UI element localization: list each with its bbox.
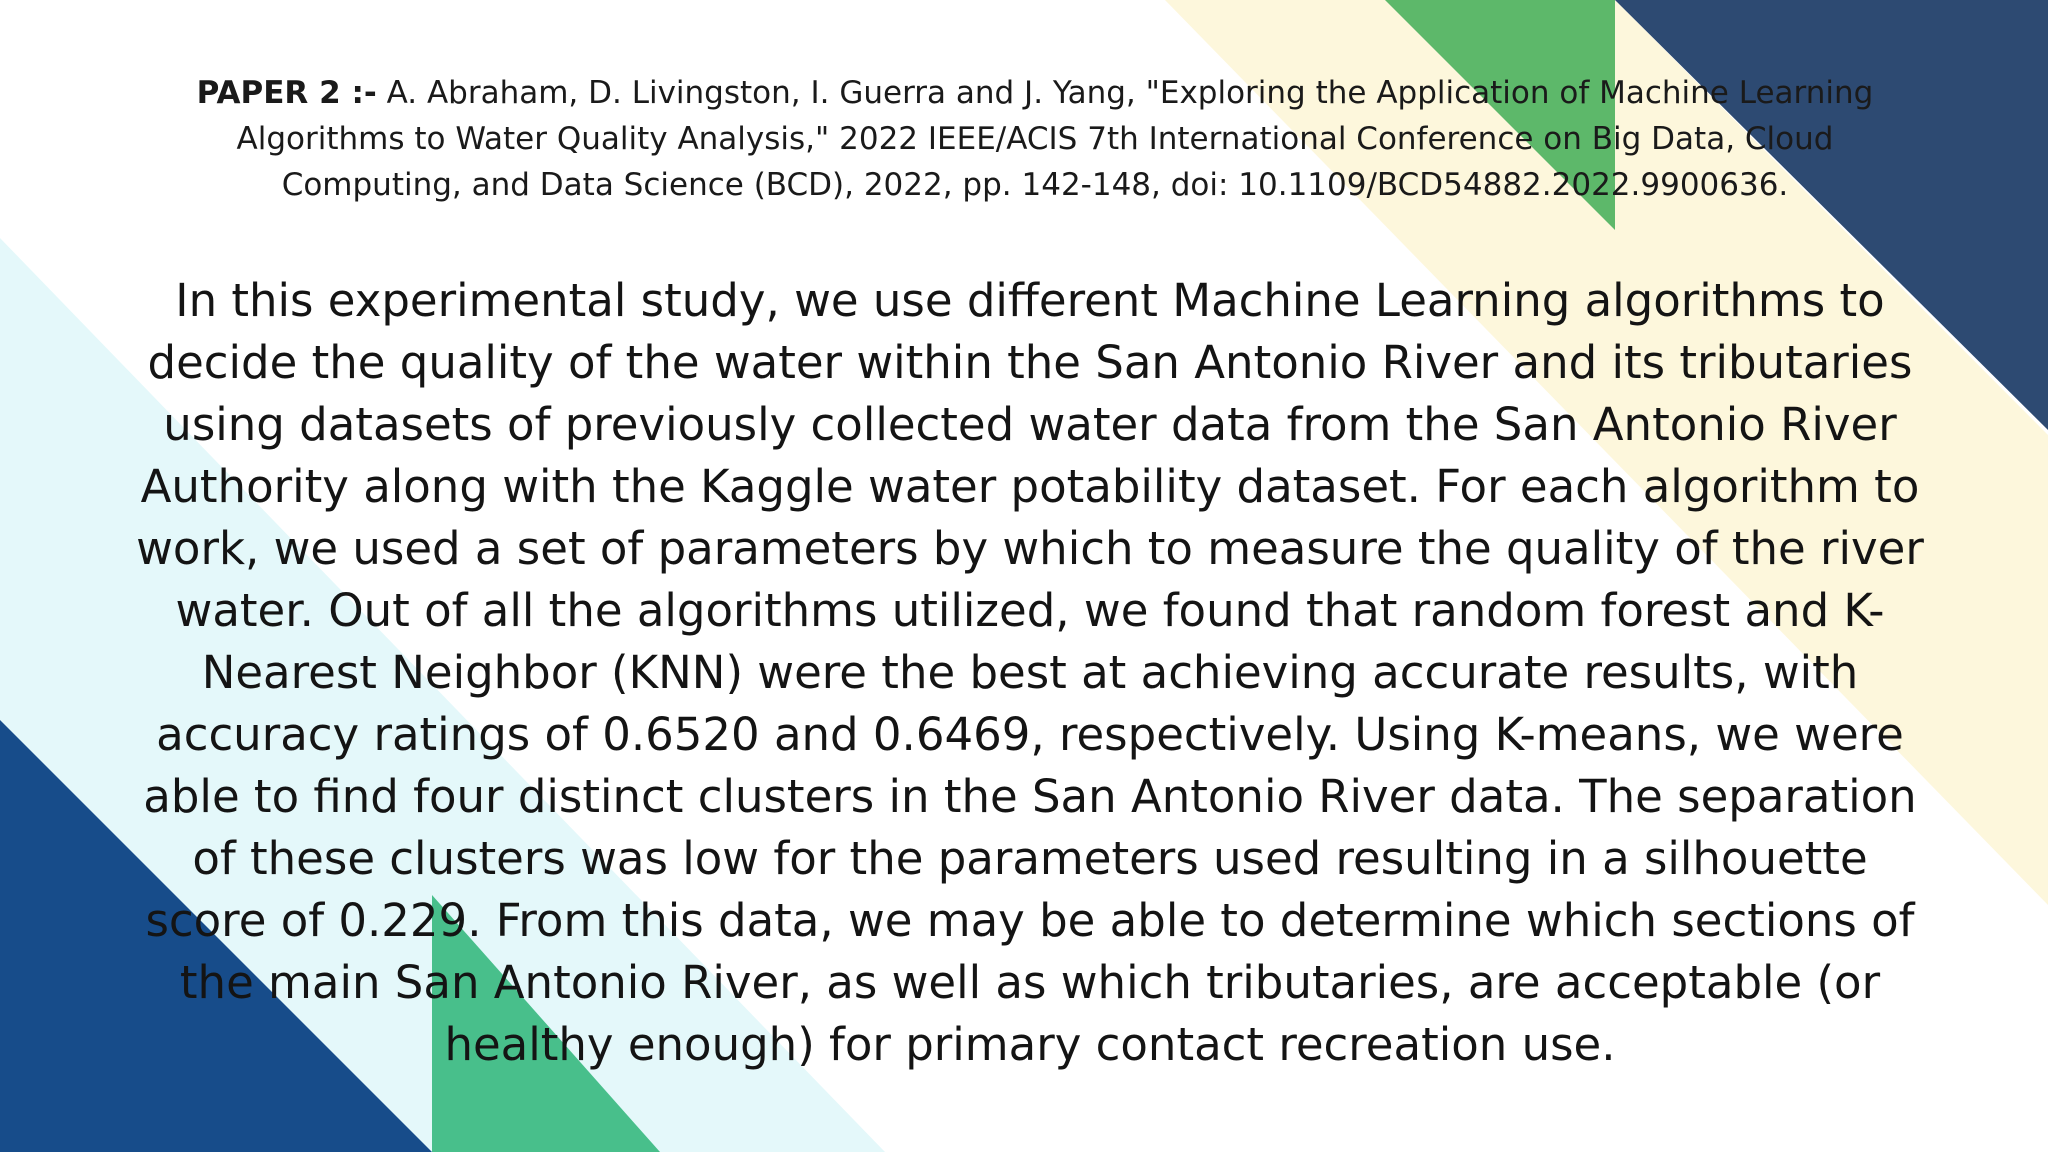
paper-citation bbox=[190, 70, 1880, 208]
citation-text: A. Abraham, D. Livingston, I. Guerra and J. Yang, "Exploring the Application of Machine Learning Algorithms to Water Quality Analysis," 2022 IEEE/ACIS 7th International Conference on Big Data, Cloud Computing, and Data Science (BCD), 2022, pp. 142-148, doi: 10.1109/BCD54882.2022.9900636. bbox=[236, 75, 1874, 203]
paper-label: PAPER 2 :- bbox=[196, 75, 377, 111]
paper-abstract: In this experimental study, we use different Machine Learning algorithms to decide the quality of the water within the San Antonio River and its tributaries using datasets of previously collected water data from the San Antonio River Authority along with the Kaggle water potability dataset. For each algorithm to work, we used a set of parameters by which to measure the quality of the river water. Out of all the algorithms utilized, we found that random forest and K-Nearest Neighbor (KNN) were the best at achieving accurate results, with accuracy ratings of 0.6520 and 0.6469, respectively. Using K-means, we were able to find four distinct clusters in the San Antonio River data. The separation of these clusters was low for the parameters used resulting in a silhouette score of 0.229. From this data, we may be able to determine which sections of the main San Antonio River, as well as which tributaries, are acceptable (or healthy enough) for primary contact recreation use. bbox=[136, 274, 1924, 1071]
